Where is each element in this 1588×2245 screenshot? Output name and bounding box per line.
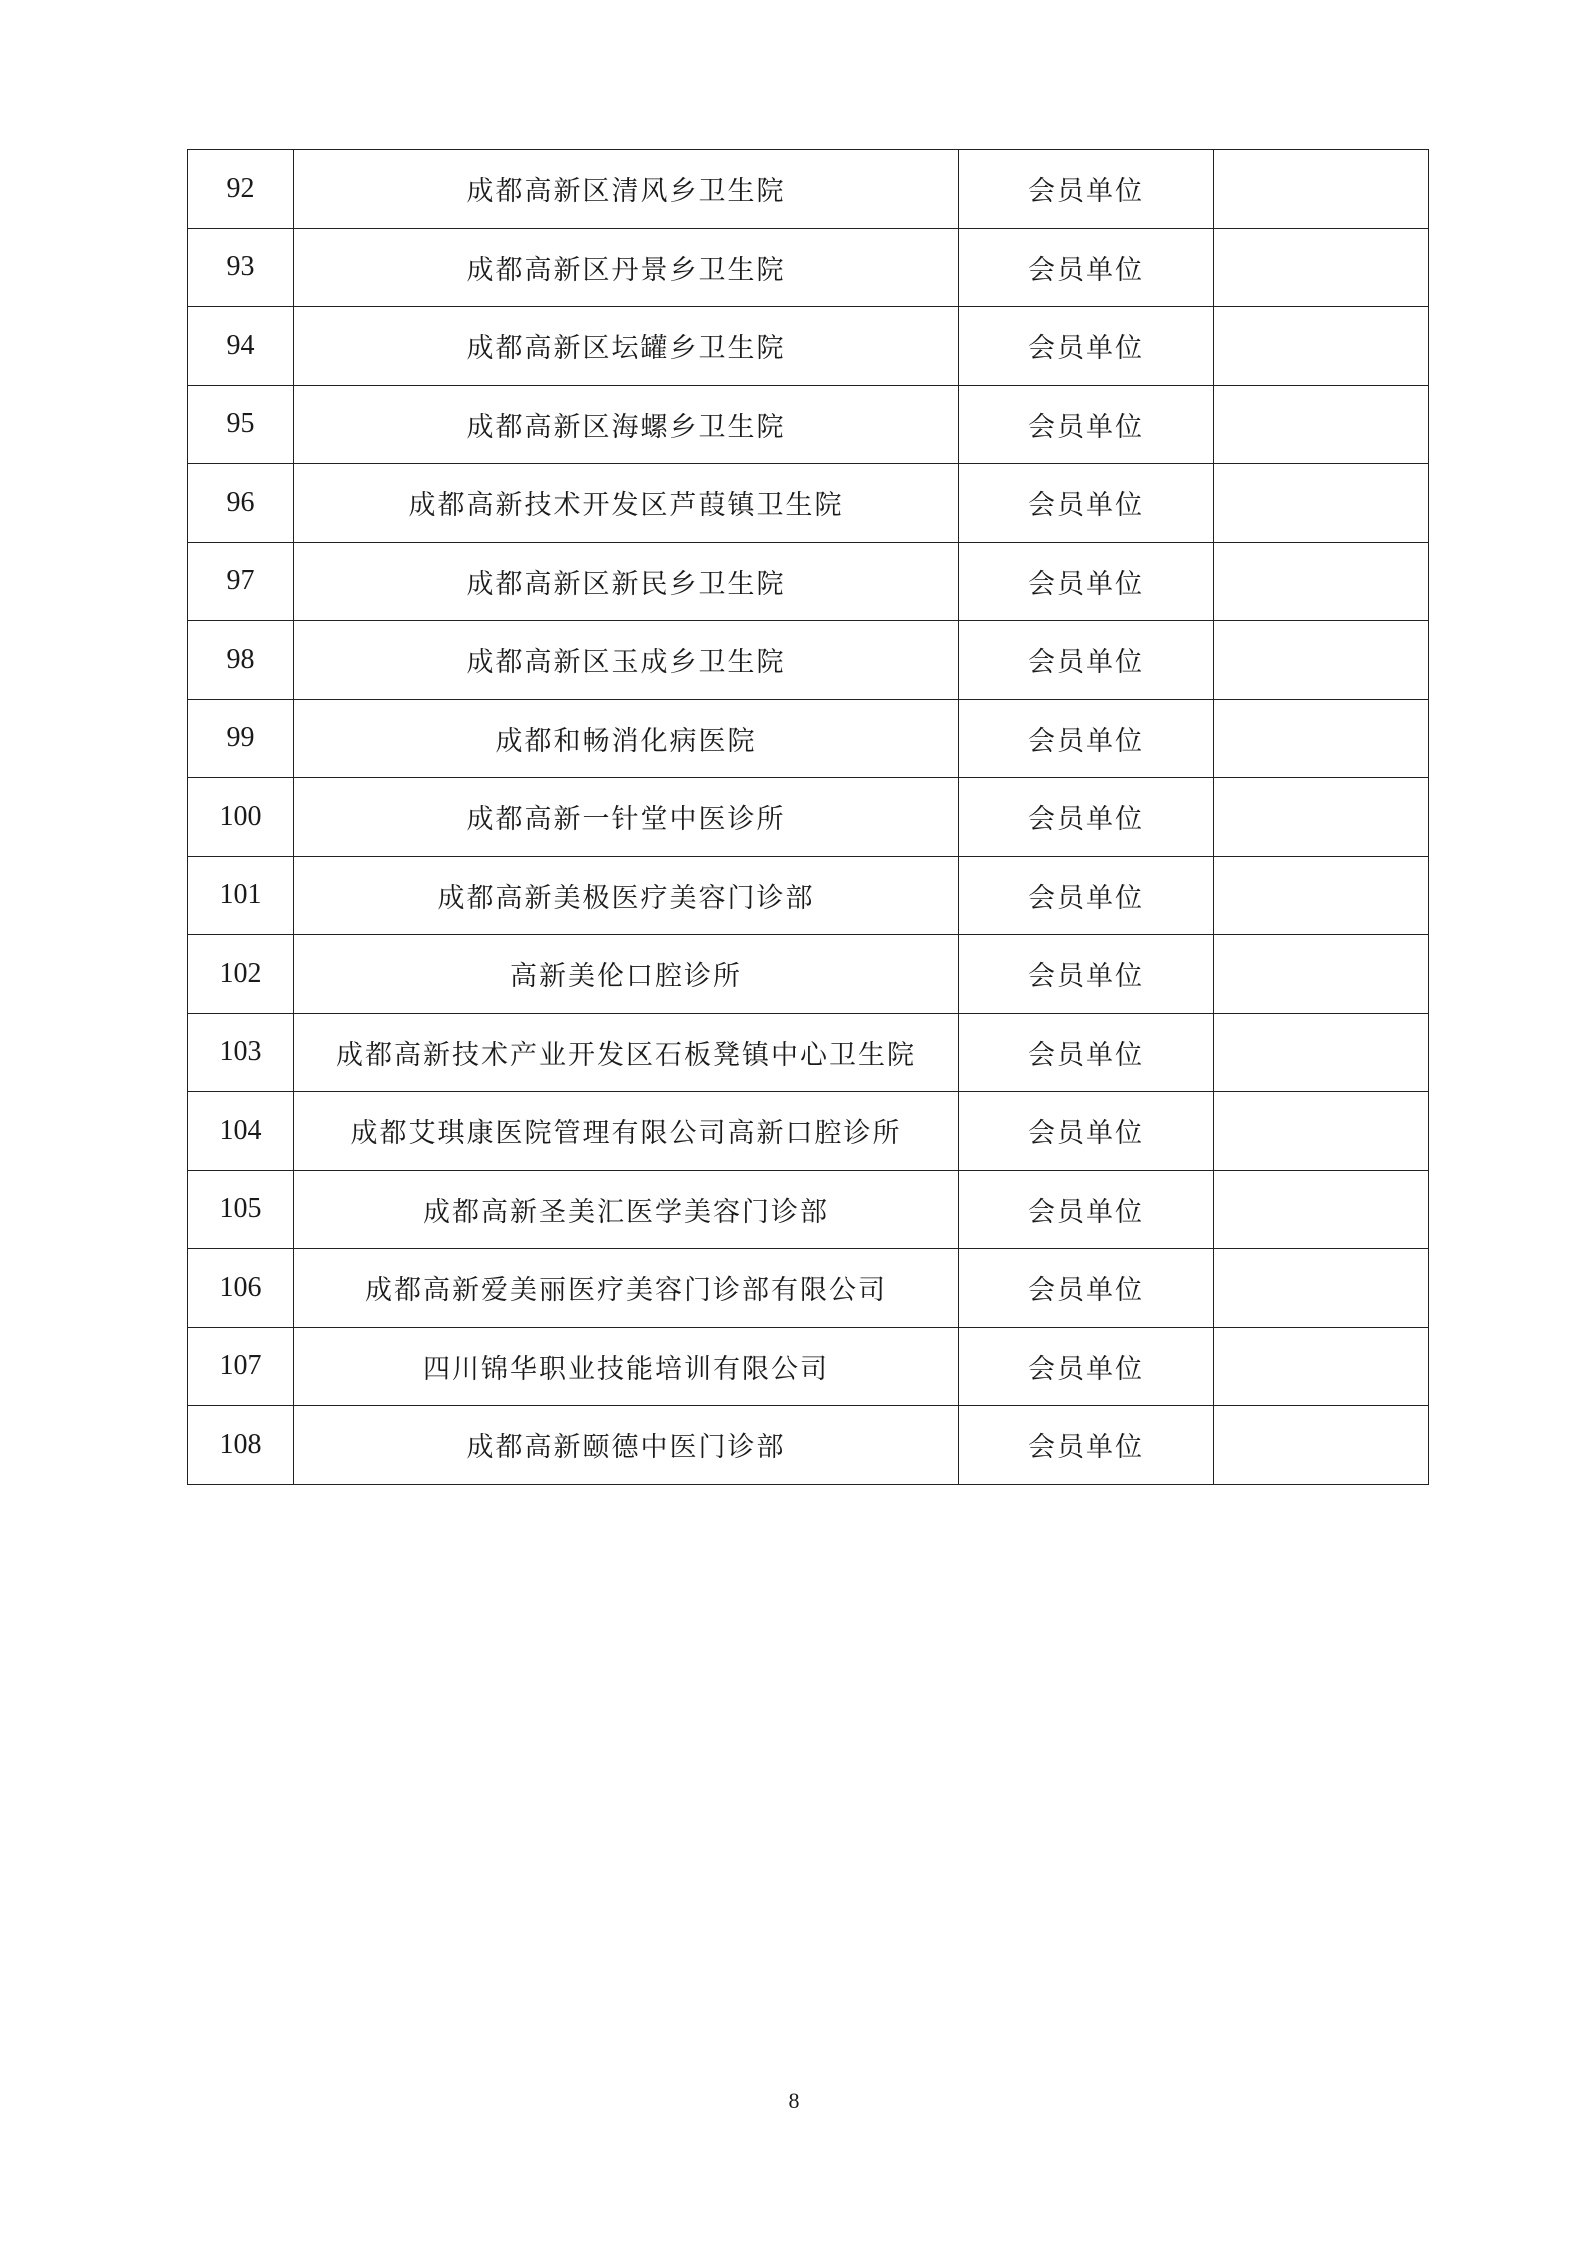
row-number: 96 — [188, 464, 294, 543]
table-row — [188, 1406, 1429, 1485]
row-number: 105 — [188, 1170, 294, 1249]
row-number: 97 — [188, 542, 294, 621]
remarks-cell — [1214, 1170, 1429, 1249]
membership-type: 会员单位 — [959, 1013, 1214, 1092]
membership-type: 会员单位 — [959, 856, 1214, 935]
membership-type: 会员单位 — [959, 150, 1214, 229]
membership-type: 会员单位 — [959, 1406, 1214, 1485]
table-row — [188, 150, 1429, 229]
table-row — [188, 1170, 1429, 1249]
membership-type: 会员单位 — [959, 621, 1214, 700]
row-number: 99 — [188, 699, 294, 778]
organization-name: 成都高新区坛罐乡卫生院 — [294, 307, 959, 386]
row-number: 92 — [188, 150, 294, 229]
row-number: 103 — [188, 1013, 294, 1092]
row-number: 108 — [188, 1406, 294, 1485]
organization-name: 成都高新美极医疗美容门诊部 — [294, 856, 959, 935]
membership-type: 会员单位 — [959, 1170, 1214, 1249]
remarks-cell — [1214, 856, 1429, 935]
row-number: 98 — [188, 621, 294, 700]
table-row — [188, 1013, 1429, 1092]
remarks-cell — [1214, 699, 1429, 778]
membership-type: 会员单位 — [959, 385, 1214, 464]
table-row — [188, 307, 1429, 386]
organization-name: 成都高新区玉成乡卫生院 — [294, 621, 959, 700]
organization-name: 成都高新圣美汇医学美容门诊部 — [294, 1170, 959, 1249]
row-number: 94 — [188, 307, 294, 386]
table-row — [188, 699, 1429, 778]
table-row — [188, 621, 1429, 700]
row-number: 107 — [188, 1327, 294, 1406]
remarks-cell — [1214, 778, 1429, 857]
organization-name: 高新美伦口腔诊所 — [294, 935, 959, 1014]
organization-name: 四川锦华职业技能培训有限公司 — [294, 1327, 959, 1406]
table-row — [188, 1249, 1429, 1328]
table-row — [188, 1092, 1429, 1171]
membership-type: 会员单位 — [959, 699, 1214, 778]
organization-name: 成都高新区海螺乡卫生院 — [294, 385, 959, 464]
remarks-cell — [1214, 1406, 1429, 1485]
remarks-cell — [1214, 1327, 1429, 1406]
organization-name: 成都和畅消化病医院 — [294, 699, 959, 778]
membership-type: 会员单位 — [959, 228, 1214, 307]
remarks-cell — [1214, 621, 1429, 700]
row-number: 102 — [188, 935, 294, 1014]
organization-name: 成都高新区新民乡卫生院 — [294, 542, 959, 621]
row-number: 95 — [188, 385, 294, 464]
table-row — [188, 228, 1429, 307]
membership-type: 会员单位 — [959, 1249, 1214, 1328]
table-row — [188, 856, 1429, 935]
row-number: 106 — [188, 1249, 294, 1328]
table-row — [188, 542, 1429, 621]
organization-name: 成都高新技术开发区芦葭镇卫生院 — [294, 464, 959, 543]
table-row — [188, 464, 1429, 543]
membership-type: 会员单位 — [959, 1327, 1214, 1406]
member-table-body — [188, 150, 1429, 1485]
row-number: 104 — [188, 1092, 294, 1171]
remarks-cell — [1214, 385, 1429, 464]
remarks-cell — [1214, 307, 1429, 386]
page-number: 8 — [788, 2088, 800, 2113]
membership-type: 会员单位 — [959, 778, 1214, 857]
row-number: 100 — [188, 778, 294, 857]
membership-type: 会员单位 — [959, 542, 1214, 621]
membership-type: 会员单位 — [959, 464, 1214, 543]
table-row — [188, 385, 1429, 464]
member-table — [187, 149, 1429, 1485]
organization-name: 成都高新一针堂中医诊所 — [294, 778, 959, 857]
membership-type: 会员单位 — [959, 1092, 1214, 1171]
remarks-cell — [1214, 1249, 1429, 1328]
remarks-cell — [1214, 1092, 1429, 1171]
remarks-cell — [1214, 1013, 1429, 1092]
membership-type: 会员单位 — [959, 935, 1214, 1014]
row-number: 101 — [188, 856, 294, 935]
table-row — [188, 1327, 1429, 1406]
row-number: 93 — [188, 228, 294, 307]
remarks-cell — [1214, 228, 1429, 307]
organization-name: 成都高新区清风乡卫生院 — [294, 150, 959, 229]
remarks-cell — [1214, 542, 1429, 621]
table-row — [188, 935, 1429, 1014]
organization-name: 成都高新颐德中医门诊部 — [294, 1406, 959, 1485]
remarks-cell — [1214, 150, 1429, 229]
remarks-cell — [1214, 464, 1429, 543]
organization-name: 成都高新区丹景乡卫生院 — [294, 228, 959, 307]
organization-name: 成都艾琪康医院管理有限公司高新口腔诊所 — [294, 1092, 959, 1171]
table-row — [188, 778, 1429, 857]
remarks-cell — [1214, 935, 1429, 1014]
organization-name: 成都高新技术产业开发区石板凳镇中心卫生院 — [294, 1013, 959, 1092]
organization-name: 成都高新爱美丽医疗美容门诊部有限公司 — [294, 1249, 959, 1328]
membership-type: 会员单位 — [959, 307, 1214, 386]
